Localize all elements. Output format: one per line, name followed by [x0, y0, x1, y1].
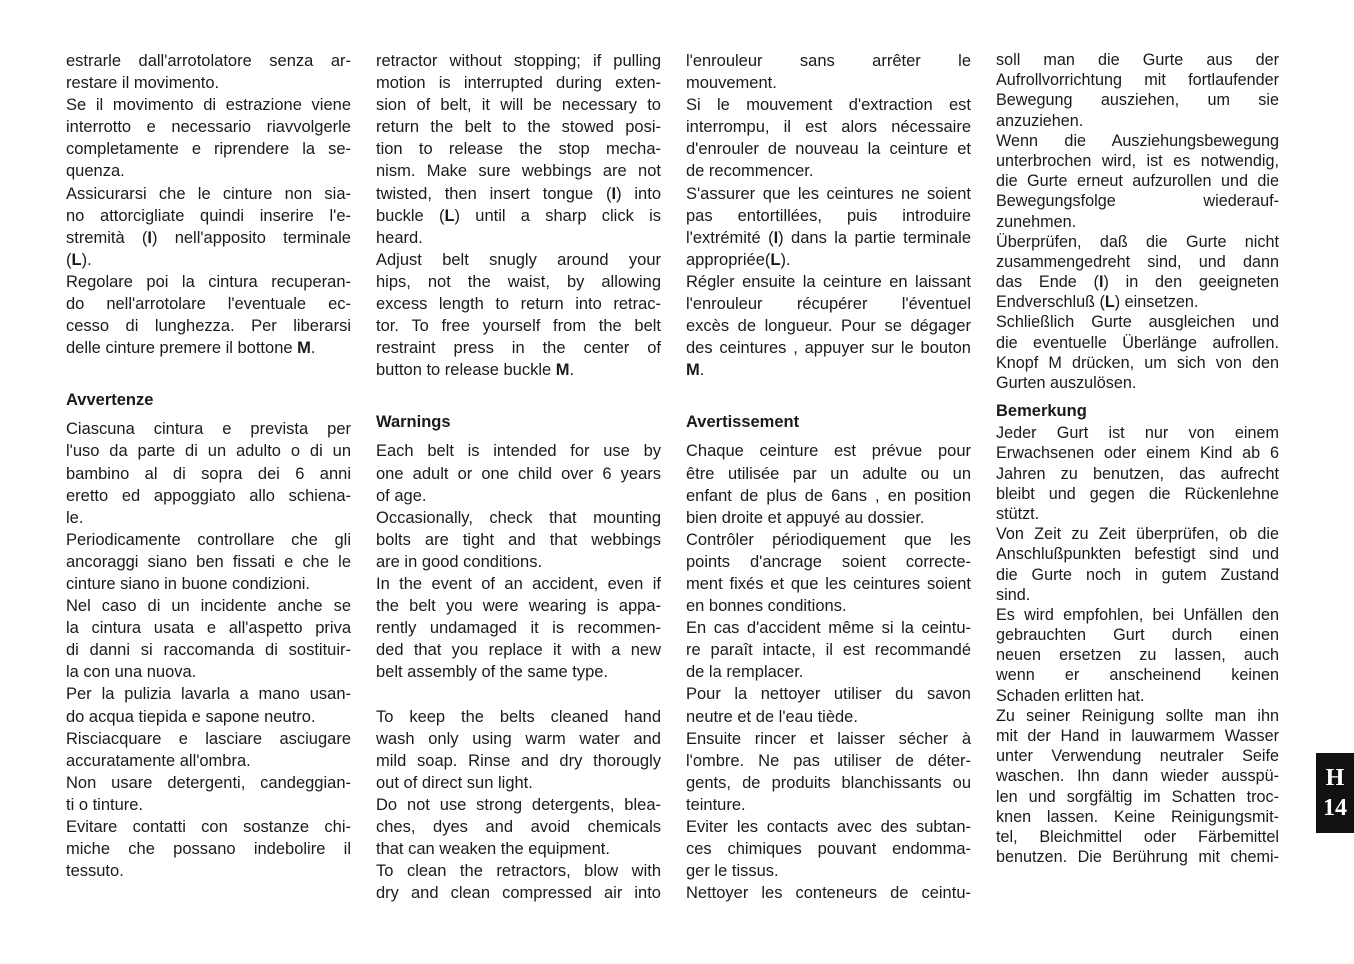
text-line: die Gurte erneut aufzurollen und die: [996, 172, 1279, 191]
text-line: de recommencer.: [686, 162, 814, 181]
warnings-text: [686, 440, 971, 904]
text-line: excès de longueur. Pour se dégager: [686, 317, 971, 336]
text-line: die Gurte noch in gutem Zustand: [996, 565, 1279, 584]
text-line: the belt you were wearing is appa-: [376, 597, 661, 616]
warnings-text: [376, 440, 661, 904]
text-line: are in good conditions.: [376, 552, 543, 571]
column-german: [996, 50, 1279, 867]
page-tab: [1316, 753, 1354, 833]
text-line: Gurten auszulösen.: [996, 374, 1137, 392]
text-line: one adult or one child over 6 years: [376, 464, 661, 483]
warnings-text: [996, 423, 1279, 867]
text-line: le.: [66, 508, 84, 527]
text-line: waschen. Ihn dann wieder ausspü-: [996, 767, 1279, 786]
section-gap: [686, 381, 971, 412]
text-line: To keep the belts cleaned hand: [376, 707, 661, 726]
text-line: stremità (I) nell'apposito terminale: [66, 228, 351, 247]
text-line: Se il movimento di estrazione viene: [66, 96, 351, 115]
intro-text: [376, 50, 661, 381]
column-italian: [66, 50, 351, 882]
section-heading: Bemerkung: [996, 402, 1087, 421]
text-line: mit der Hand in lauwarmem Wasser: [996, 727, 1279, 745]
text-line: Occasionally, check that mounting: [376, 508, 661, 527]
text-line: S'assurer que les ceintures ne soient: [686, 184, 971, 203]
text-line: Evitare contatti con sostanze chi-: [66, 818, 351, 836]
text-line: Periodicamente controllare che gli: [66, 530, 351, 549]
text-line: anzuziehen.: [996, 111, 1084, 130]
text-line: Assicurarsi che le cinture non sia-: [66, 184, 351, 203]
text-line: Contrôler périodiquement que les: [686, 530, 971, 549]
section-gap: [376, 381, 661, 412]
text-line: gents, de produits blanchissants ou: [686, 773, 971, 792]
text-line: gebrauchten Gurt durch einen: [996, 626, 1279, 645]
text-line: di danni si raccomanda di sostituir-: [66, 641, 351, 660]
text-line: Adjust belt snugly around your: [376, 250, 661, 269]
text-line: Überprüfen, daß die Gurte nicht: [996, 232, 1279, 251]
text-line: Pour la nettoyer utiliser du savon: [686, 685, 971, 704]
text-line: Von Zeit zu Zeit überprüfen, ob die: [996, 525, 1279, 544]
text-line: de la remplacer.: [686, 663, 804, 682]
text-line: zunehmen.: [996, 212, 1077, 231]
text-line: tion to release the stop mecha-: [376, 140, 661, 159]
text-line: Erwachsenen oder einem Kind ab 6: [996, 444, 1279, 463]
text-line: tor. To free yourself from the belt: [376, 317, 661, 336]
text-line: Régler ensuite la ceinture en laissant: [686, 272, 971, 291]
text-line: Anschlußpunkten befestigt sind und: [996, 545, 1279, 564]
text-line: M.: [686, 361, 705, 380]
text-line: Do not use strong detergents, blea-: [376, 795, 661, 814]
section-heading: Avvertenze: [66, 391, 154, 410]
text-line: heard.: [376, 228, 423, 247]
text-line: Nel caso di un incidente anche se: [66, 597, 351, 616]
text-line: Per la pulizia lavarla a mano usan-: [66, 685, 351, 704]
warnings-text: [66, 418, 351, 882]
text-line: ger le tissus.: [686, 862, 779, 881]
text-line: Non usare detergenti, candeggian-: [66, 773, 351, 792]
text-line: interrompu, il est alors nécessaire: [686, 118, 971, 137]
text-line: Eviter les contacts avec des subtan-: [686, 818, 971, 836]
text-line: Aufrollvorrichtung mit fortlaufender: [996, 71, 1279, 90]
text-line: teinture.: [686, 795, 746, 814]
text-line: l'enrouleur récupérer l'éventuel: [686, 295, 971, 314]
column-french: [686, 50, 971, 904]
section-gap: [66, 359, 351, 390]
text-line: unterbrochen wird, ist es notwendig,: [996, 151, 1279, 170]
text-line: unter Verwendung neutraler Seife: [996, 747, 1279, 766]
text-line: nism. Make sure webbings are not: [376, 162, 661, 181]
text-line: dry and clean compressed air into: [376, 884, 661, 903]
text-line: out of direct sun light.: [376, 773, 533, 792]
text-line: do acqua tiepida e sapone neutro.: [66, 707, 316, 726]
text-line: Bewegung ausziehen, um sie: [996, 91, 1279, 110]
text-line: Jahren zu benutzen, das aufrecht: [996, 464, 1279, 483]
text-line: l'uso da parte di un adulto o di un: [66, 442, 351, 461]
text-line: die eventuelle Überlänge aufrollen.: [996, 333, 1279, 352]
text-line: ded that you replace it with a new: [376, 641, 661, 660]
text-line: estrarle dall'arrotolatore senza ar-: [66, 52, 351, 70]
text-line: mouvement.: [686, 74, 777, 93]
text-line: Each belt is intended for use by: [376, 442, 661, 461]
text-line: retractor without stopping; if pulling: [376, 52, 661, 70]
text-line: appropriée(L).: [686, 250, 791, 269]
section-heading: Warnings: [376, 413, 451, 432]
text-line: Zu seiner Reinigung sollte man ihn: [996, 706, 1279, 725]
text-line: do nell'arrotolare l'eventuale ec-: [66, 295, 351, 314]
intro-text: [686, 50, 971, 381]
text-line: twisted, then insert tongue (I) into: [376, 184, 661, 203]
text-line: Risciacquare e lasciare asciugare: [66, 729, 351, 748]
text-line: bambino al di sopra dei 6 anni: [66, 464, 351, 483]
text-line: re paraît intacte, il est recommandé: [686, 641, 971, 660]
text-line: In the event of an accident, even if: [376, 574, 661, 593]
text-line: bleibt und gegen die Rückenlehne: [996, 484, 1279, 503]
text-line: mild soap. Rinse and dry thorougly: [376, 751, 661, 770]
text-line: Es wird empfohlen, bei Unfällen den: [996, 605, 1279, 624]
text-line: Nettoyer les conteneurs de ceintu-: [686, 884, 971, 903]
text-line: quenza.: [66, 162, 125, 181]
text-line: En cas d'accident même si la ceintu-: [686, 619, 971, 638]
text-line: len und sorgfältig im Schatten troc-: [996, 787, 1279, 806]
text-line: la con una nuova.: [66, 663, 197, 682]
text-line: Schließlich Gurte ausgleichen und: [996, 313, 1279, 332]
text-line: neuen ersetzen zu lassen, auch: [996, 646, 1279, 665]
text-line: tel, Bleichmittel oder Färbemittel: [996, 827, 1279, 846]
text-line: eretto ed appoggiato allo schiena-: [66, 486, 351, 505]
text-line: Schaden erlitten hat.: [996, 686, 1145, 705]
text-line: interrotto e necessario riavvolgerle: [66, 118, 351, 137]
page-number: 14: [1323, 795, 1347, 821]
text-line: des ceintures , appuyer sur le bouton: [686, 339, 971, 358]
text-line: Wenn die Ausziehungsbewegung: [996, 131, 1279, 150]
text-line: ches, dyes and avoid chemicals: [376, 818, 661, 836]
text-line: wash only using warm water and: [376, 729, 661, 748]
intro-text: [996, 50, 1279, 393]
section-heading: Avertissement: [686, 413, 800, 432]
text-line: l'extrémité (I) dans la partie terminale: [686, 228, 971, 247]
text-line: Knopf M drücken, um sich von den: [996, 353, 1279, 372]
text-line: ment fixés et que les ceintures soient: [686, 574, 971, 593]
text-line: sion of belt, it will be necessary to: [376, 96, 661, 115]
text-line: Si le mouvement d'extraction est: [686, 96, 971, 115]
text-line: belt assembly of the same type.: [376, 663, 609, 682]
text-line: excess length to return into retrac-: [376, 295, 661, 314]
text-line: ti o tinture.: [66, 795, 144, 814]
text-line: être utilisée par un adulte ou un: [686, 464, 971, 483]
text-line: l'enrouleur sans arrêter le: [686, 52, 971, 70]
text-line: Endverschluß (L) einsetzen.: [996, 293, 1199, 312]
text-line: restraint press in the center of: [376, 339, 661, 358]
text-line: stützt.: [996, 504, 1040, 523]
text-line: l'ombre. Ne pas utiliser de déter-: [686, 751, 971, 770]
text-line: [376, 683, 661, 705]
text-line: soll man die Gurte aus der: [996, 51, 1279, 69]
text-line: motion is interrupted during exten-: [376, 74, 661, 93]
text-line: miche che possano indebolire il: [66, 840, 351, 859]
text-line: restare il movimento.: [66, 74, 220, 93]
text-line: Bewegungsfolge wiederauf-: [996, 192, 1279, 211]
text-line: das Ende (I) in den geeigneten: [996, 273, 1279, 292]
text-line: Jeder Gurt ist nur von einem: [996, 424, 1279, 443]
text-line: Chaque ceinture est prévue pour: [686, 442, 971, 461]
text-line: of age.: [376, 486, 427, 505]
text-line: en bonnes conditions.: [686, 597, 847, 616]
text-line: To clean the retractors, blow with: [376, 862, 661, 881]
text-line: accuratamente all'ombra.: [66, 751, 251, 770]
text-line: zusammengedreht sind, und dann: [996, 252, 1279, 271]
text-line: rently undamaged it is recommen-: [376, 619, 661, 638]
text-line: return the belt to the stowed posi-: [376, 118, 661, 137]
text-line: la cintura usata e all'aspetto priva: [66, 619, 351, 638]
text-line: neutre et de l'eau tiède.: [686, 707, 858, 726]
text-line: bolts are tight and that webbings: [376, 530, 661, 549]
column-english: [376, 50, 661, 904]
text-line: cinture siano in buone condizioni.: [66, 574, 310, 593]
text-line: pas entortillées, puis introduire: [686, 206, 971, 225]
text-line: knen lassen. Keine Reinigungsmit-: [996, 807, 1279, 826]
text-line: d'enrouler de nouveau la ceinture et: [686, 140, 971, 159]
text-line: button to release buckle M.: [376, 361, 575, 380]
text-line: wenn er anscheinend keinen: [996, 666, 1279, 685]
text-line: benutzen. Die Berührung mit chemi-: [996, 848, 1279, 867]
intro-text: [66, 50, 351, 359]
text-line: bien droite et appuyé au dossier.: [686, 508, 925, 527]
text-line: ces chimiques pouvant endomma-: [686, 840, 971, 859]
text-line: Ensuite rincer et laisser sécher à: [686, 729, 971, 748]
text-line: that can weaken the equipment.: [376, 840, 610, 859]
text-line: (L).: [66, 250, 92, 269]
text-line: sind.: [996, 585, 1031, 604]
text-line: buckle (L) until a sharp click is: [376, 206, 661, 225]
text-line: Regolare poi la cintura recuperan-: [66, 272, 351, 291]
text-line: enfant de plus de 6ans , en position: [686, 486, 971, 505]
text-line: tessuto.: [66, 862, 124, 881]
text-line: hips, not the waist, by allowing: [376, 272, 661, 291]
text-line: points d'ancrage soient correcte-: [686, 552, 971, 571]
text-line: no attorcigliate quindi inserire l'e-: [66, 206, 351, 225]
text-line: ancoraggi siano ben fissati e che le: [66, 552, 351, 571]
page-tab-letter: H: [1325, 765, 1345, 791]
text-line: cesso di lunghezza. Per liberarsi: [66, 317, 351, 336]
text-line: completamente e riprendere la se-: [66, 140, 351, 159]
text-line: Ciascuna cintura e prevista per: [66, 420, 351, 439]
text-line: delle cinture premere il bottone M.: [66, 339, 316, 358]
